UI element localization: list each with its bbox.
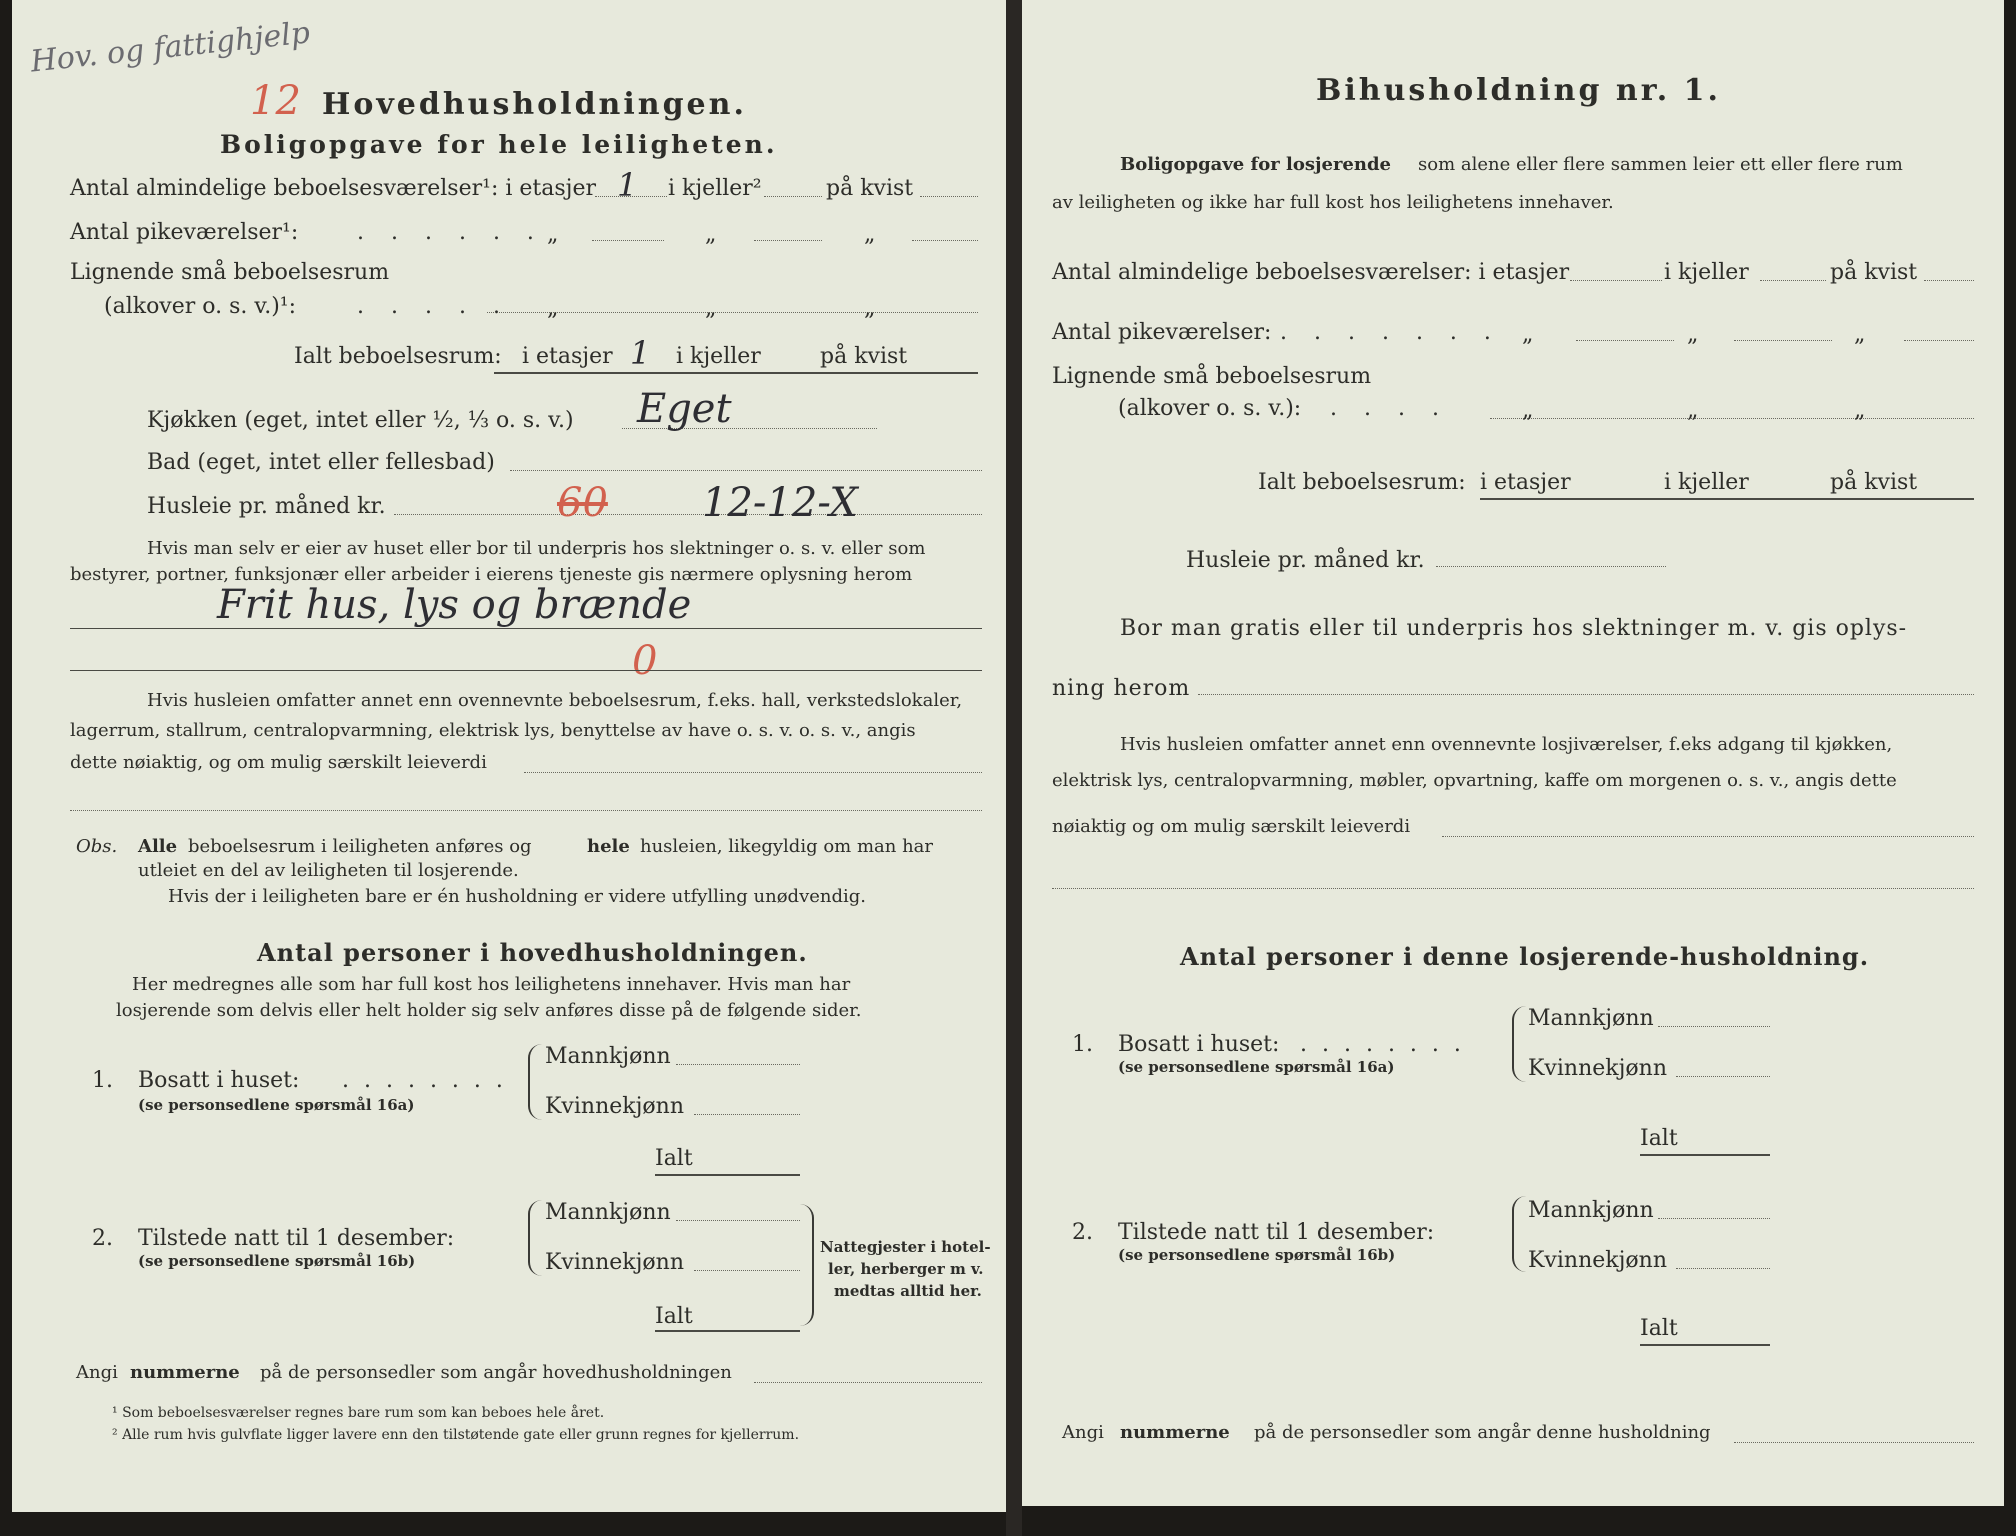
total-label: Ialt [1640,1126,1678,1151]
left-page [12,0,1006,1512]
kvist-label: på kvist [1830,260,1918,285]
small-rooms-sublabel: (alkover o. s. v.): [1118,396,1302,421]
ditto-mark: „ [1522,322,1534,347]
dot-leader: . . . . . . . [1280,320,1501,345]
page-fold [1006,0,1022,1536]
ditto-mark: „ [705,296,717,321]
field-line[interactable] [1734,340,1832,341]
handwritten-value: 12-12-X [702,480,858,526]
field-line[interactable] [394,514,982,515]
bath-label: Bad (eget, intet eller fellesbad) [147,450,495,475]
page-subtitle: Boligopgave for hele leiligheten. [220,130,778,159]
small-rooms-label: Lignende små beboelsesrum [70,260,390,285]
field-line[interactable] [1052,888,1974,889]
kvist-label: på kvist [826,176,914,201]
section-title: Antal personer i hovedhusholdningen. [257,938,808,967]
obs-text: beboelsesrum i leiligheten anføres og [188,836,532,857]
extras-text: elektrisk lys, centralopvarmning, møbler, opvartning, kaffe om morgenen o. s. v., angis dette [1052,770,1897,791]
question-number: 1. [1072,1032,1093,1057]
extras-text: Hvis husleien omfatter annet enn ovennevnte beboelsesrum, f.eks. hall, verkstedslokaler, [147,690,963,711]
field-line[interactable] [1436,566,1666,567]
field-line[interactable] [1442,836,1974,837]
brace [528,1044,542,1120]
total-field[interactable] [655,1174,800,1176]
field-line[interactable] [592,240,664,241]
kitchen-label: Kjøkken (eget, intet eller ½, ⅓ o. s. v.) [147,408,574,433]
total-label: Ialt [1640,1316,1678,1341]
free-housing-text: ning herom [1052,676,1191,701]
question-label: Tilstede natt til 1 desember: [1118,1220,1435,1245]
ditto-mark: „ [1522,398,1534,423]
obs-text: utleiet en del av leiligheten til losjerende. [138,860,519,881]
rent-label: Husleie pr. måned kr. [147,494,386,519]
total-rooms-label: Ialt beboelsesrum: [294,344,502,369]
section-text: Her medregnes alle som har full kost hos leilighetens innehaver. Hvis man har [132,974,851,995]
field-line[interactable] [510,470,982,471]
female-field[interactable] [1676,1076,1770,1077]
female-label: Kvinnekjønn [545,1094,684,1119]
ditto-mark: „ [547,222,559,247]
female-label: Kvinnekjønn [545,1250,684,1275]
male-label: Mannkjønn [545,1044,671,1069]
rent-label: Husleie pr. måned kr. [1186,548,1425,573]
handwritten-value: 0 [632,638,658,684]
etasjer-label: i etasjer [522,344,613,369]
numbers-label: på de personsedler som angår denne husholdning [1254,1422,1711,1443]
field-line[interactable] [764,196,822,197]
female-field[interactable] [1676,1268,1770,1269]
dot-leader: . . . . . . . . [1300,1032,1465,1057]
question-number: 2. [1072,1220,1093,1245]
ditto-mark: „ [1687,398,1699,423]
ditto-mark: „ [1854,322,1866,347]
small-rooms-sublabel: (alkover o. s. v.)¹: [104,294,297,319]
kjeller-label: i kjeller [676,344,761,369]
obs-emphasis: Alle [138,836,178,857]
extras-text: Hvis husleien omfatter annet enn ovennevnte losjiværelser, f.eks adgang til kjøkken, [1120,734,1893,755]
field-line[interactable] [524,772,982,773]
total-label: Ialt [655,1304,693,1329]
field-line[interactable] [1570,280,1662,281]
handwritten-value: Eget [637,386,732,432]
night-guest-note: medtas alltid her. [834,1282,982,1300]
question-number: 1. [92,1068,113,1093]
dot-leader: . . . . [1330,396,1449,421]
dot-leader: . . . . . . [357,220,544,245]
handwritten-value: 1 [630,334,651,372]
male-label: Mannkjønn [1528,1006,1654,1031]
total-rooms-label: Ialt beboelsesrum: [1258,470,1466,495]
extras-text: dette nøiaktig, og om mulig særskilt leieverdi [70,752,487,773]
ditto-mark: „ [547,296,559,321]
ditto-mark: „ [705,222,717,247]
total-field[interactable] [1640,1154,1770,1156]
rooms-label: Antal almindelige beboelsesværelser¹: i etasjer [70,176,597,201]
field-line[interactable] [1576,340,1674,341]
ditto-mark: „ [1854,398,1866,423]
female-field[interactable] [694,1270,800,1271]
section-title: Antal personer i denne losjerende-husholdning. [1180,942,1870,971]
field-line[interactable] [1198,694,1974,695]
female-label: Kvinnekjønn [1528,1248,1667,1273]
numbers-field[interactable] [1734,1442,1974,1443]
kvist-label: på kvist [1830,470,1918,495]
field-line[interactable] [754,240,822,241]
total-underline [494,372,978,374]
numbers-emphasis: nummerne [130,1362,240,1383]
night-guest-note: Nattegjester i hotel- [820,1238,991,1256]
kjeller-label: i kjeller [1664,470,1749,495]
question-label: Bosatt i huset: [1118,1032,1280,1057]
obs-emphasis: hele [587,836,630,857]
question-number: 2. [92,1226,113,1251]
total-label: Ialt [655,1146,693,1171]
maid-rooms-label: Antal pikeværelser¹: [70,220,299,245]
question-sublabel: (se personsedlene spørsmål 16b) [1118,1246,1396,1264]
free-housing-text: Bor man gratis eller til underpris hos slektninger m. v. gis oplys- [1120,616,1908,641]
field-line[interactable] [487,312,978,313]
etasjer-label: i etasjer [1480,470,1571,495]
footnote: ¹ Som beboelsesværelser regnes bare rum som kan beboes hele året. [112,1405,605,1421]
brace [1512,1196,1526,1272]
field-line[interactable] [70,670,982,671]
kjeller-label: i kjeller [1664,260,1749,285]
question-sublabel: (se personsedlene spørsmål 16a) [138,1096,415,1114]
handwritten-annotation: Hov. og fattighjelp [28,15,312,80]
male-label: Mannkjønn [545,1200,671,1225]
intro-text: av leiligheten og ikke har full kost hos leilighetens innehaver. [1052,192,1614,213]
page-title: Bihusholdning nr. 1. [1316,73,1721,108]
obs-text: husleien, likegyldig om man har [640,836,933,857]
intro-emphasis: Boligopgave for losjerende [1120,154,1392,175]
right-page [1022,0,2004,1506]
ditto-mark: „ [1687,322,1699,347]
rooms-label: Antal almindelige beboelsesværelser: i etasjer [1052,260,1570,285]
numbers-label: Angi [76,1362,118,1383]
total-field[interactable] [1640,1344,1770,1346]
obs-label: Obs. [76,836,118,857]
total-field[interactable] [655,1330,800,1332]
ditto-mark: „ [864,296,876,321]
female-label: Kvinnekjønn [1528,1056,1667,1081]
numbers-label: Angi [1062,1422,1104,1443]
kvist-label: på kvist [820,344,908,369]
brace [1512,1006,1526,1082]
male-field[interactable] [676,1064,800,1065]
field-line[interactable] [1490,418,1974,419]
brace [800,1204,814,1326]
question-label: Bosatt i huset: [138,1068,300,1093]
field-line[interactable] [1904,340,1974,341]
numbers-emphasis: nummerne [1120,1422,1230,1443]
dot-leader: . . . . . [357,294,510,319]
kjeller-label: i kjeller² [668,176,762,201]
struck-value: 60 [557,480,608,526]
extras-text: nøiaktig og om mulig særskilt leieverdi [1052,816,1411,837]
handwritten-value: 1 [617,166,638,204]
owner-text: Hvis man selv er eier av huset eller bor til underpris hos slektninger o. s. v. eller som [147,538,926,559]
male-label: Mannkjønn [1528,1198,1654,1223]
footnote: ² Alle rum hvis gulvflate ligger lavere enn den tilstøtende gate eller grunn regnes for kjellerrum. [112,1427,800,1443]
field-line[interactable] [1924,280,1974,281]
section-text: losjerende som delvis eller helt holder sig selv anføres disse på de følgende sider. [116,1000,862,1021]
handwritten-number: 12 [250,78,301,124]
field-line[interactable] [1760,280,1826,281]
numbers-label: på de personsedler som angår hovedhusholdningen [260,1362,732,1383]
numbers-field[interactable] [754,1382,982,1383]
female-field[interactable] [694,1114,800,1115]
male-field[interactable] [676,1220,800,1221]
male-field[interactable] [1658,1026,1770,1027]
night-guest-note: ler, herberger m v. [828,1260,984,1278]
question-sublabel: (se personsedlene spørsmål 16a) [1118,1058,1395,1076]
field-line[interactable] [70,810,982,811]
intro-text: som alene eller flere sammen leier ett eller flere rum [1418,154,1903,175]
handwritten-value: Frit hus, lys og brænde [217,582,692,628]
question-label: Tilstede natt til 1 desember: [138,1226,455,1251]
small-rooms-label: Lignende små beboelsesrum [1052,364,1372,389]
male-field[interactable] [1658,1218,1770,1219]
dot-leader: . . . . . . . . [342,1068,507,1093]
question-sublabel: (se personsedlene spørsmål 16b) [138,1252,416,1270]
ditto-mark: „ [864,222,876,247]
field-line[interactable] [70,628,982,629]
maid-rooms-label: Antal pikeværelser: [1052,320,1272,345]
field-line[interactable] [912,240,978,241]
extras-text: lagerrum, stallrum, centralopvarmning, elektrisk lys, benyttelse av have o. s. v. o. s. v., angis [70,720,916,741]
obs-text: Hvis der i leiligheten bare er én husholdning er videre utfylling unødvendig. [168,886,867,907]
brace [528,1200,542,1276]
page-title: Hovedhusholdningen. [322,87,747,122]
owner-text: bestyrer, portner, funksjonær eller arbeider i eierens tjeneste gis nærmere oplysning herom [70,564,913,585]
total-underline [1480,498,1974,500]
field-line[interactable] [920,196,978,197]
